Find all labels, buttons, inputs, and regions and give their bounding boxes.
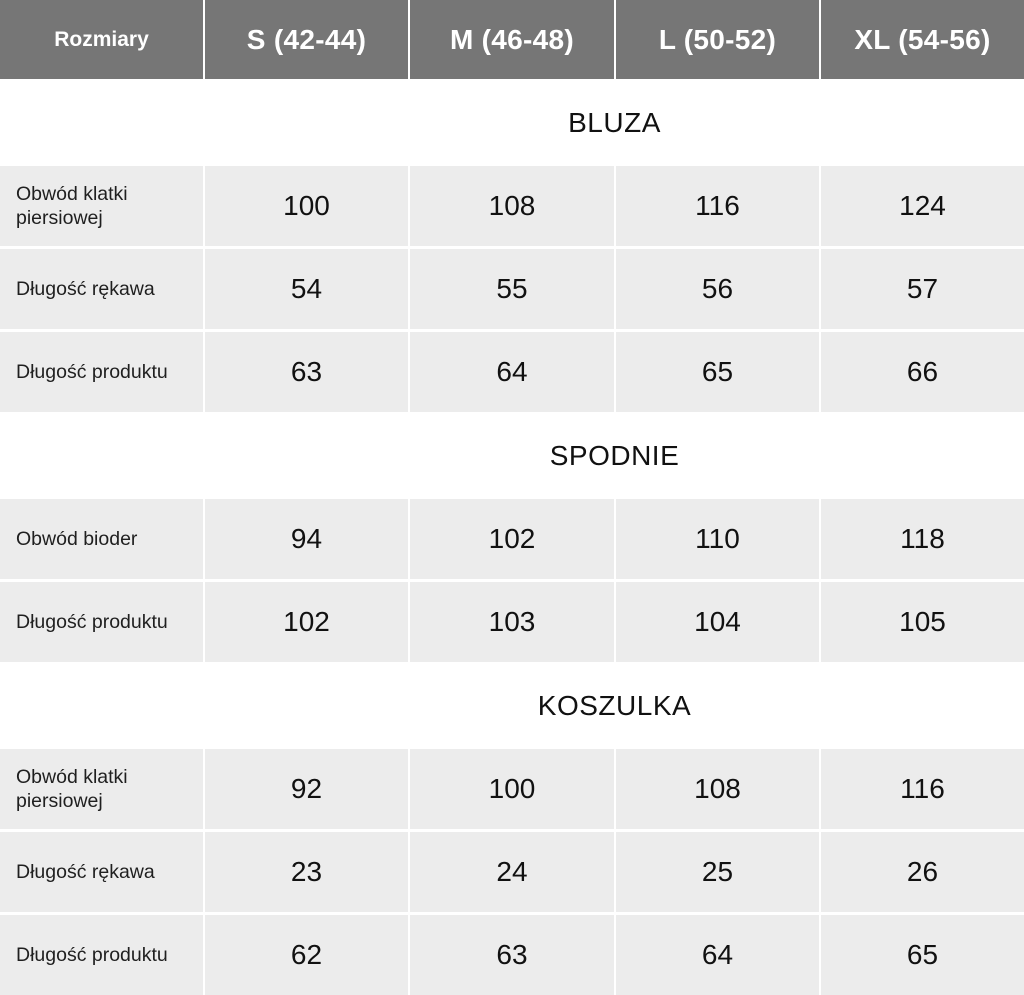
row-value: 54 xyxy=(205,249,408,329)
row-value: 116 xyxy=(821,749,1024,829)
row-value: 25 xyxy=(616,832,819,912)
row-value: 56 xyxy=(616,249,819,329)
row-value: 116 xyxy=(616,166,819,246)
row-value: 105 xyxy=(821,582,1024,662)
row-value: 65 xyxy=(616,332,819,412)
section-title: KOSZULKA xyxy=(537,689,692,721)
header-size-3: L (50-52) xyxy=(616,0,819,79)
row-value: 65 xyxy=(821,915,1024,995)
row-value: 100 xyxy=(205,166,408,246)
row-label: Długość rękawa xyxy=(0,249,203,329)
row-value: 103 xyxy=(410,582,614,662)
row-label: Długość produktu xyxy=(0,915,203,995)
row-value: 110 xyxy=(616,499,819,579)
row-value: 102 xyxy=(205,582,408,662)
row-value: 66 xyxy=(821,332,1024,412)
header-size-2: M (46-48) xyxy=(410,0,614,79)
row-value: 108 xyxy=(410,166,614,246)
row-value: 55 xyxy=(410,249,614,329)
row-value: 124 xyxy=(821,166,1024,246)
section-title: SPODNIE xyxy=(549,439,680,471)
row-value: 63 xyxy=(205,332,408,412)
header-size-1: S (42-44) xyxy=(205,0,408,79)
row-value: 64 xyxy=(616,915,819,995)
row-label: Długość rękawa xyxy=(0,832,203,912)
row-label: Długość produktu xyxy=(0,332,203,412)
row-value: 63 xyxy=(410,915,614,995)
header-label: Rozmiary xyxy=(0,0,203,79)
header-size-4: XL (54-56) xyxy=(821,0,1024,79)
row-label: Długość produktu xyxy=(0,582,203,662)
row-value: 92 xyxy=(205,749,408,829)
row-value: 57 xyxy=(821,249,1024,329)
row-value: 100 xyxy=(410,749,614,829)
row-value: 62 xyxy=(205,915,408,995)
row-value: 24 xyxy=(410,832,614,912)
row-label: Obwód klatki piersiowej xyxy=(0,749,203,829)
row-value: 94 xyxy=(205,499,408,579)
row-value: 102 xyxy=(410,499,614,579)
row-value: 104 xyxy=(616,582,819,662)
row-label: Obwód klatki piersiowej xyxy=(0,166,203,246)
row-value: 26 xyxy=(821,832,1024,912)
row-value: 64 xyxy=(410,332,614,412)
row-value: 108 xyxy=(616,749,819,829)
row-label: Obwód bioder xyxy=(0,499,203,579)
section-title: BLUZA xyxy=(568,106,661,138)
row-value: 23 xyxy=(205,832,408,912)
row-value: 118 xyxy=(821,499,1024,579)
